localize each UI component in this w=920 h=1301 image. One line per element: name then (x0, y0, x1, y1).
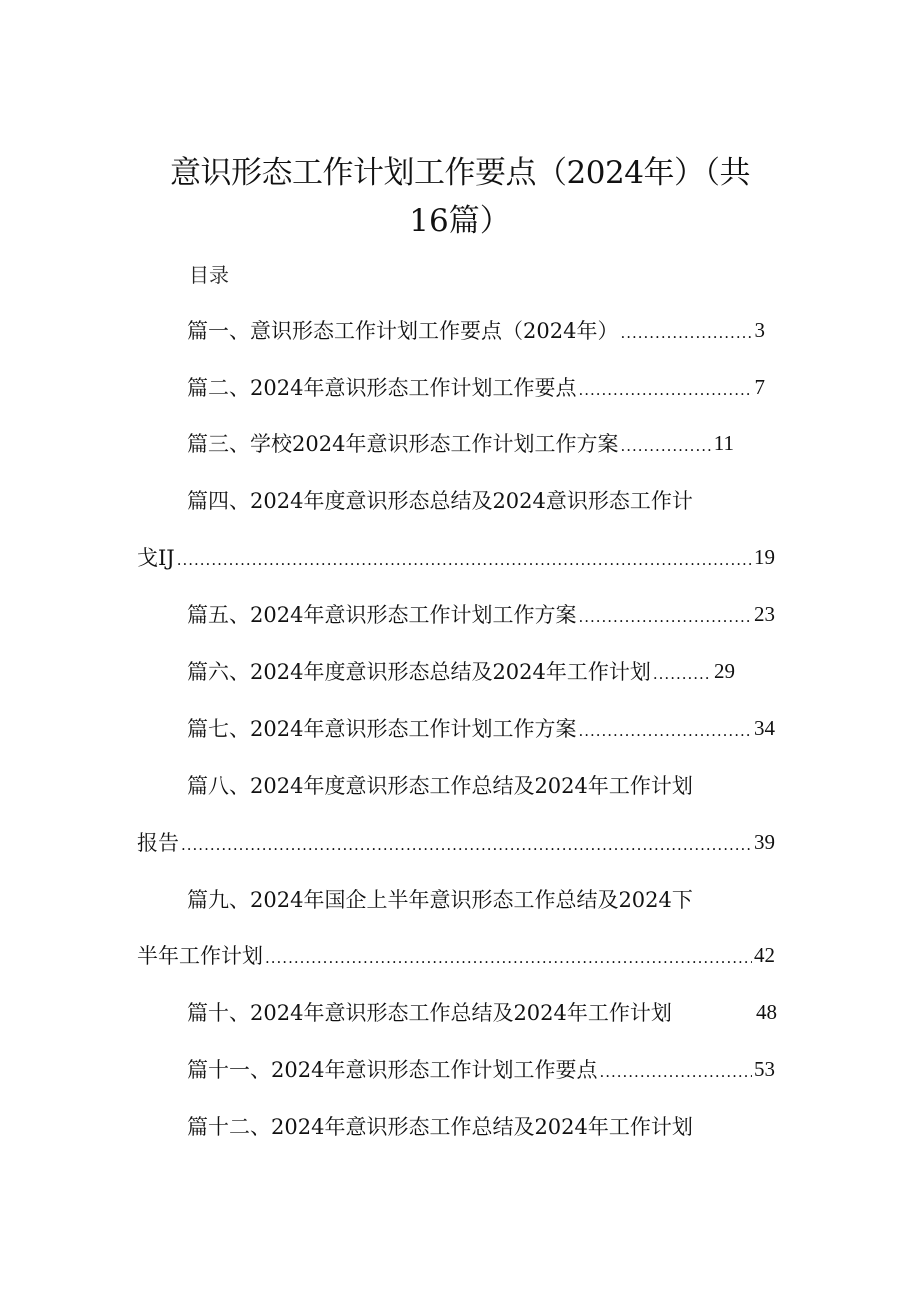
toc-entry-page-number: 23 (754, 601, 775, 626)
toc-entry-label: 报告 (137, 831, 179, 855)
toc-entry-label: 篇一、意识形态工作计划工作要点（2024年） (187, 319, 619, 343)
toc-entry-page-number: 42 (754, 942, 775, 967)
toc-entry-label: 篇六、2024年度意识形态总结及2024年工作计划 (187, 660, 651, 684)
toc-entry-page-number: 19 (754, 544, 775, 569)
toc-entry-page-number: 48 (756, 999, 777, 1024)
toc-entry-11[interactable] (187, 1049, 775, 1089)
dot-leader (653, 665, 712, 687)
toc-entry-label: 篇七、2024年意识形态工作计划工作方案 (187, 717, 577, 741)
toc-entry-12[interactable] (187, 1106, 747, 1146)
toc-heading: 目录 (189, 263, 229, 287)
toc-entry-10[interactable] (187, 992, 777, 1032)
toc-entry-1[interactable] (187, 310, 765, 350)
toc-entry-label: 篇八、2024年度意识形态工作总结及2024年工作计划 (187, 774, 693, 798)
toc-entry-4[interactable] (187, 480, 747, 520)
toc-entry-7[interactable] (187, 708, 775, 748)
document-title-line-1: 意识形态工作计划工作要点（2024年）（共 (170, 154, 750, 191)
document-title-line-2: 16篇） (409, 202, 511, 239)
toc-entry-page-number: 3 (754, 317, 765, 342)
toc-entry-label: 篇九、2024年国企上半年意识形态工作总结及2024下 (187, 888, 693, 912)
toc-entry-page-number: 7 (754, 374, 765, 399)
toc-entry-4-continued[interactable] (137, 537, 775, 577)
dot-leader (620, 437, 711, 459)
dot-leader (578, 722, 752, 744)
toc-entry-5[interactable] (187, 594, 775, 634)
toc-entry-page-number: 34 (754, 715, 775, 740)
dot-leader (578, 608, 752, 630)
dot-leader (181, 836, 752, 858)
toc-entry-label: 戈IJ (137, 546, 175, 570)
toc-entry-page-number: 53 (754, 1056, 775, 1081)
toc-entry-2[interactable] (187, 367, 765, 407)
toc-entry-9[interactable] (187, 879, 747, 919)
toc-entry-page-number: 29 (714, 658, 735, 683)
toc-entry-9-continued[interactable] (137, 935, 775, 975)
toc-entry-label: 篇四、2024年度意识形态总结及2024意识形态工作计 (187, 489, 693, 513)
dot-leader (599, 1063, 752, 1085)
toc-entry-label: 篇五、2024年意识形态工作计划工作方案 (187, 603, 577, 627)
toc-entry-page-number: 11 (713, 430, 734, 455)
toc-entry-label: 篇二、2024年意识形态工作计划工作要点 (187, 376, 577, 400)
toc-entry-8[interactable] (187, 765, 747, 805)
dot-leader (265, 949, 752, 971)
dot-leader (177, 551, 752, 573)
toc-entry-label: 篇十、2024年意识形态工作总结及2024年工作计划 (187, 1001, 672, 1025)
toc-entry-3[interactable] (187, 423, 734, 463)
toc-entry-label: 半年工作计划 (137, 944, 263, 968)
dot-leader (620, 324, 752, 346)
toc-entry-6[interactable] (187, 651, 735, 691)
toc-entry-page-number: 39 (754, 829, 775, 854)
toc-entry-8-continued[interactable] (137, 822, 775, 862)
document-title (130, 149, 790, 245)
toc-entry-label: 篇十二、2024年意识形态工作总结及2024年工作计划 (187, 1115, 693, 1139)
toc-entry-label: 篇三、学校2024年意识形态工作计划工作方案 (187, 432, 619, 456)
toc-entry-label: 篇十一、2024年意识形态工作计划工作要点 (187, 1058, 598, 1082)
dot-leader (578, 381, 752, 403)
